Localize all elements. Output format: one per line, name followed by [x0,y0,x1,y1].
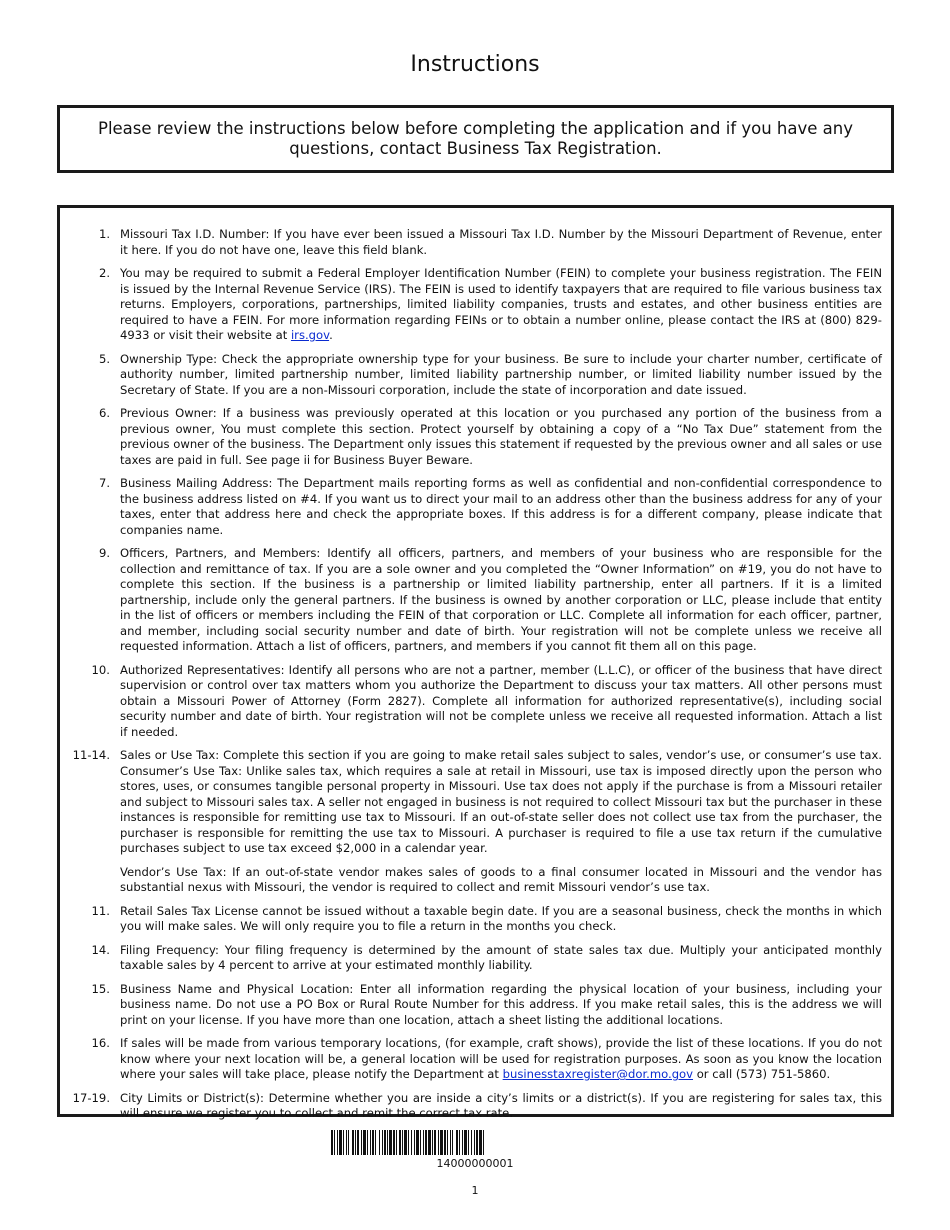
barcode-bar [339,1130,342,1155]
instruction-item [60,1036,882,1083]
item-number: 7. [98,476,110,490]
barcode-bar [389,1130,392,1155]
instructions-notice-box [57,105,894,173]
instruction-item [60,476,882,538]
instructions-list [60,227,882,1130]
barcode-bar [479,1130,482,1155]
item-text-end: or call (573) 751-5860. [693,1067,831,1081]
barcode-bar [432,1130,433,1155]
barcode-bar [393,1130,395,1155]
barcode-bar [464,1130,467,1155]
barcode-bar [387,1130,388,1155]
barcode-bar [399,1130,401,1155]
barcode-bar [404,1130,407,1155]
barcode-bar [456,1130,458,1155]
barcode-bar [476,1130,478,1155]
item-text: Retail Sales Tax License cannot be issued without a taxable begin date. If you are a seasonal business, check the months in which you will make sales. We will only require you to file a return in the months you check. [120,903,882,933]
barcode-bar [414,1130,415,1155]
barcode-bar [440,1130,443,1155]
barcode-bar [450,1130,451,1155]
item-text: City Limits or District(s): Determine whether you are inside a city’s limits or a district(s). If you are registering for sales tax, this will ensure we register you to collect and remit the correct tax rate. [120,1090,882,1120]
barcode-bar [363,1130,366,1155]
instruction-item [60,748,882,896]
barcode-bar [474,1130,475,1155]
barcode-bar [483,1130,484,1155]
instruction-item [60,1091,882,1122]
item-text-vendors-use-tax: Vendor’s Use Tax: If an out-of-state vendor makes sales of goods to a final consumer located in Missouri and the vendor has substantial nexus with Missouri, the vendor is required to collect and remit Missouri vendor’s use tax. [120,864,882,894]
barcode-bar [382,1130,383,1155]
barcode-bar [420,1130,421,1155]
instruction-item [60,943,882,974]
barcode-bar [428,1130,431,1155]
barcode-bar [331,1130,333,1155]
barcode-bar [379,1130,380,1155]
barcode-bar [334,1130,335,1155]
barcode-bar [346,1130,347,1155]
barcode-bar [375,1130,376,1155]
barcode-bar [357,1130,359,1155]
barcode-bar [468,1130,469,1155]
barcode-bar [355,1130,356,1155]
item-text: Business Mailing Address: The Department mails reporting forms as well as confidential and non-confidential correspondence to the business address listed on #4. If you want us to direct your mail to an address other than the business address for any of your taxes, enter that address here and check the appropriate boxes. If this address is for a different company, please indicate that companies name. [120,476,882,537]
barcode-bar [367,1130,368,1155]
instructions-list-box [57,205,894,1120]
barcode-bar [425,1130,427,1155]
barcode-bar [434,1130,436,1155]
instruction-item [60,227,882,258]
barcode-bar [372,1130,374,1155]
item-number: 9. [98,546,110,560]
barcode-bar [402,1130,403,1155]
barcode-bar [408,1130,409,1155]
barcode-bar [423,1130,424,1155]
instruction-item [60,546,882,655]
barcode-bar [348,1130,349,1155]
instruction-item [60,663,882,741]
barcode-bar [416,1130,419,1155]
barcode-bar [459,1130,460,1155]
item-text: Officers, Partners, and Members: Identify all officers, partners, and members of your business who are responsible for the collection and remittance of tax. If you are a sole owner and you completed the “Owner Information” on #19, you do not have to complete this section. If the business is a partnership or limited liability partnership, enter all partners. If it is a limited partnership, include only the general partners. If the business is owned by another corporation or LLC, please include that entity in the list of officers or members including the FEIN of that corporation or LLC. Complete all information for each officer, partner, and member, including social security number and date of birth. Your registration will not be complete unless we receive all requested information. Attach a list of officers, partners, and members if you cannot fit them all on this page. [120,546,882,653]
barcode-bar [438,1130,439,1155]
item-number: 14. [91,942,110,957]
instruction-item [60,352,882,399]
page-number: 1 [471,1184,479,1197]
barcode-bar [352,1130,354,1155]
barcode-number: 14000000001 [436,1157,514,1170]
page-title: Instructions [410,52,540,77]
item-number: 2. [98,266,110,280]
item-text: Filing Frequency: Your filing frequency is determined by the amount of state sales tax due. Multiply your anticipated monthly taxable sales by 4 percent to arrive at your estimated monthly liability. [120,942,882,972]
barcode-bar [462,1130,463,1155]
item-text: Business Name and Physical Location: Enter all information regarding the physical location of your business, including your business name. Do not use a PO Box or Rural Route Number for this address. If you make retail sales, this is the address we will print on your license. If you have more than one location, attach a sheet listing the additional locations. [120,981,882,1027]
item-number: 10. [91,662,110,677]
barcode-bar [444,1130,446,1155]
instruction-item [60,982,882,1029]
email-link[interactable]: businesstaxregister@dor.mo.gov [502,1067,694,1081]
barcode-bar [396,1130,397,1155]
item-number: 5. [98,351,110,366]
barcode-bar [361,1130,362,1155]
item-text: Missouri Tax I.D. Number: If you have ever been issued a Missouri Tax I.D. Number by the Missouri Department of Revenue, enter it here. If you do not have one, leave this field blank. [120,227,882,257]
item-number: 11-14. [72,748,110,762]
barcode-bar [384,1130,386,1155]
item-number: 6. [98,406,110,420]
item-text: Sales or Use Tax: Complete this section if you are going to make retail sales subject to sales, vendor’s use, or consumer’s use tax. Consumer’s Use Tax: Unlike sales tax, which requires a sale at retail in Missouri, use tax is imposed directly upon the person who stores, uses, or consumes tangible personal property in Missouri. Use tax does not apply if the purchase is from a Missouri retailer and subject to Missouri sales tax. A seller not engaged in business is not required to collect Missouri tax but the purchaser in these instances is responsible for remitting use tax to Missouri. If an out-of-state seller does not collect use tax from the purchaser, the purchaser is responsible for remitting the use tax to Missouri. A purchaser is required to file a use tax return if the cumulative purchases subject to use tax exceed $2,000 in a calendar year. [120,748,882,855]
barcode-bar [343,1130,344,1155]
item-text: You may be required to submit a Federal Employer Identification Number (FEIN) to complete your business registration. The FEIN is issued by the Internal Revenue Service (IRS). The FEIN is used to identify taxpayers that are required to file various business tax returns. Employers, corporations, partnerships, limited liability companies, trusts and estates, and other business entities are required to have a FEIN. For more information regarding FEINs or to obtain a number online, please contact the IRS at (800) 829-4933 or visit their website at [120,266,882,342]
item-text: Authorized Representatives: Identify all persons who are not a partner, member (L.L.C), or officer of the business that have direct supervision or control over tax matters whom you authorize the Department to discuss your tax matters. All other persons must obtain a Missouri Power of Attorney (Form 2827). Complete all information for authorized representative(s), including social security number and date of birth. Your registration will not be complete unless we receive all requested information. Attach a list if needed. [120,662,882,739]
notice-text: Please review the instructions below before completing the application and if you have any questions, contact Business Tax Registration. [98,119,853,158]
item-text: If sales will be made from various temporary locations, (for example, craft shows), provide the list of these locations. If you do not know where your next location will be, a general location will be used for registration purposes. As soon as you know the location where your sales will take place, please notify the Department at [120,1036,882,1081]
barcode-bar [411,1130,412,1155]
irs-website-link[interactable]: irs.gov [290,328,330,342]
barcode-bar [447,1130,448,1155]
barcode-bar [337,1130,338,1155]
barcode [331,1130,619,1155]
barcode-bar [370,1130,371,1155]
item-number: 15. [91,981,110,996]
instruction-item [60,904,882,935]
item-number: 1. [98,227,110,241]
item-text: Previous Owner: If a business was previously operated at this location or you purchased any portion of the business from a previous owner, You must complete this section. Protect yourself by obtaining a copy of a “No Tax Due” statement from the previous owner of the business. The Department only issues this statement if requested by the previous owner and all sales or use taxes are paid in full. See page ii for Business Buyer Beware. [120,406,882,467]
item-text-end: . [329,328,333,342]
item-number: 16. [91,1036,110,1050]
instruction-item [60,266,882,344]
barcode-bar [452,1130,453,1155]
instruction-item [60,406,882,468]
item-number: 11. [91,903,110,918]
barcode-bar [471,1130,472,1155]
item-text: Ownership Type: Check the appropriate ownership type for your business. Be sure to include your charter number, certificate of authority number, limited partnership number, limited liability partnership number, or limited liability number issued by the Secretary of State. If you are a non-Missouri corporation, include the state of incorporation and date issued. [120,351,882,397]
item-number: 17-19. [72,1090,110,1105]
